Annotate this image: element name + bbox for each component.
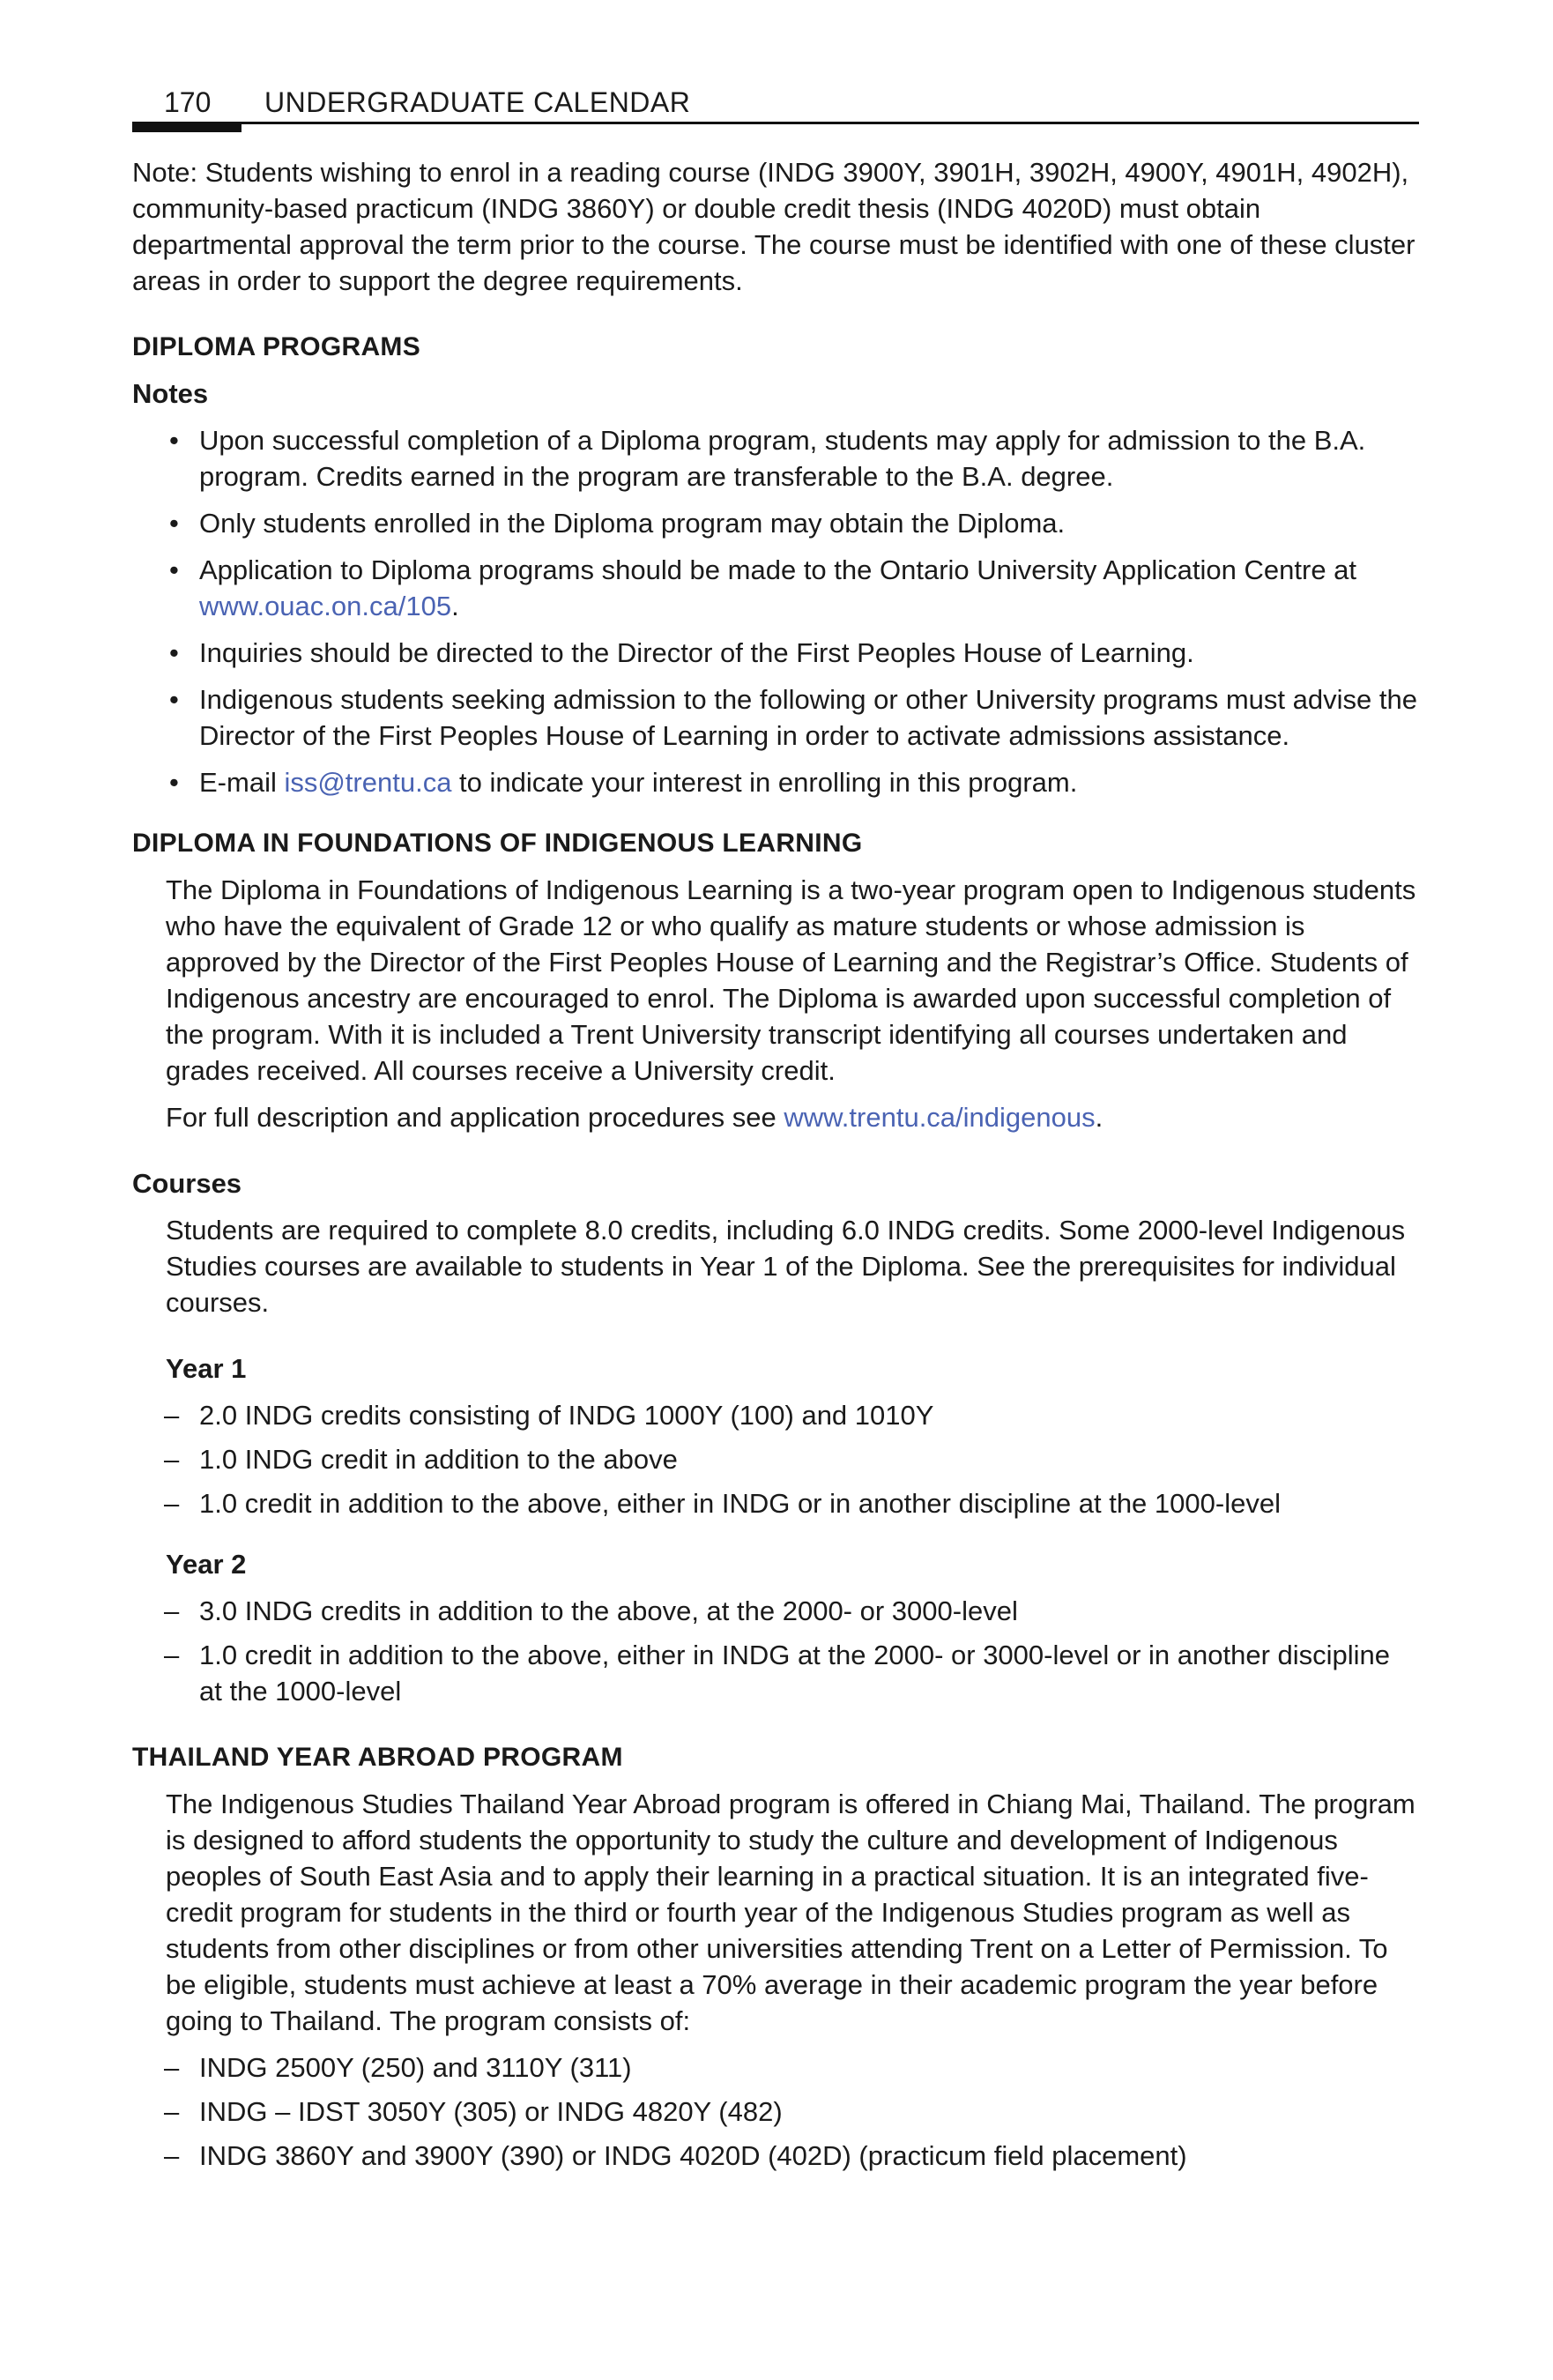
- year1-list: [132, 1397, 1419, 1521]
- dash-mark: –: [164, 1640, 180, 1670]
- list-item: [132, 681, 1419, 754]
- requirement-text: 1.0 credit in addition to the above, either in INDG at the 2000- or 3000-level or in another discipline at the 1000-level: [199, 1640, 1391, 1707]
- notes-list: [132, 422, 1419, 800]
- bullet-mark: •: [169, 554, 179, 585]
- program-item-text: INDG – IDST 3050Y (305) or INDG 4820Y (482): [199, 2096, 783, 2127]
- foundations-heading: DIPLOMA IN FOUNDATIONS OF INDIGENOUS LEARNING: [132, 829, 863, 858]
- foundations-description: The Diploma in Foundations of Indigenous Learning is a two-year program open to Indigenous students who have the equivalent of Grade 12 or who qualify as mature students or whose admission is approved by the Director of the First Peoples House of Learning and the Registrar’s Office. Students of Indigenous ancestry are encouraged to enrol. The Diploma is awarded upon successful completion of the program. With it is included a Trent University transcript identifying all courses undertaken and grades received. All courses receive a University credit.: [166, 874, 1416, 1086]
- notes-heading: Notes: [132, 378, 209, 409]
- list-item: [132, 422, 1419, 495]
- list-item: [132, 505, 1419, 541]
- note-text: Application to Diploma programs should be made to the Ontario University Application Centre at: [199, 554, 1357, 585]
- year1-heading: Year 1: [166, 1353, 247, 1384]
- dash-mark: –: [164, 2140, 180, 2171]
- page-number: 170: [164, 86, 212, 118]
- requirement-text: 3.0 INDG credits in addition to the above, at the 2000- or 3000-level: [199, 1595, 1018, 1626]
- dash-mark: –: [164, 1444, 180, 1475]
- running-title: UNDERGRADUATE CALENDAR: [264, 86, 691, 118]
- dash-mark: –: [164, 1488, 180, 1519]
- page-content: [132, 154, 1419, 2182]
- more-info-text: For full description and application procedures see: [166, 1102, 784, 1133]
- list-item: [132, 1441, 1419, 1477]
- intro-note: Note: Students wishing to enrol in a reading course (INDG 3900Y, 3901H, 3902H, 4900Y, 4901H, 4902H), community-based practicum (INDG 3860Y) or double credit thesis (INDG 4020D) must obtain departmental approval the term prior to the course. The course must be identified with one of these cluster areas in order to support the degree requirements.: [132, 157, 1416, 296]
- thailand-heading: THAILAND YEAR ABROAD PROGRAM: [132, 1743, 623, 1772]
- header-rule: [132, 122, 1419, 124]
- ouac-link[interactable]: www.ouac.on.ca/105: [199, 591, 452, 621]
- list-item: [132, 764, 1419, 800]
- thailand-list: [132, 2049, 1419, 2174]
- list-item: [132, 552, 1419, 624]
- note-text: Indigenous students seeking admission to the following or other University programs must advise the Director of the First Peoples House of Learning in order to activate admissions assistance.: [199, 684, 1417, 751]
- dash-mark: –: [164, 2096, 180, 2127]
- program-item-text: INDG 2500Y (250) and 3110Y (311): [199, 2052, 632, 2083]
- foundations-more-info: [166, 1099, 1419, 1135]
- dash-mark: –: [164, 1400, 180, 1431]
- thailand-description: The Indigenous Studies Thailand Year Abroad program is offered in Chiang Mai, Thailand. The program is designed to afford students the opportunity to study the culture and development of Indigenous peoples of South East Asia and to apply their learning in a practical situation. It is an integrated five-credit program for students in the third or fourth year of the Indigenous Studies program as well as students from other disciplines or from other universities attending Trent on a Letter of Permission. To be eligible, students must achieve at least a 70% average in their academic program the year before going to Thailand. The program consists of:: [166, 1789, 1416, 2036]
- diploma-programs-heading: DIPLOMA PROGRAMS: [132, 332, 421, 361]
- note-text: E-mail: [199, 767, 285, 798]
- list-item: [132, 635, 1419, 671]
- bullet-mark: •: [169, 637, 179, 668]
- list-item: [132, 2138, 1419, 2174]
- dash-mark: –: [164, 1595, 180, 1626]
- note-text: Upon successful completion of a Diploma program, students may apply for admission to the B.A. program. Credits earned in the program are transferable to the B.A. degree.: [199, 425, 1366, 492]
- list-item: [132, 1593, 1419, 1629]
- email-link[interactable]: iss@trentu.ca: [284, 767, 452, 798]
- list-item: [132, 1397, 1419, 1433]
- note-text: to indicate your interest in enrolling in this program.: [451, 767, 1078, 798]
- bullet-mark: •: [169, 508, 179, 539]
- note-text: Only students enrolled in the Diploma program may obtain the Diploma.: [199, 508, 1066, 539]
- page-header: [132, 79, 1419, 132]
- bullet-mark: •: [169, 684, 179, 715]
- list-item: [132, 2049, 1419, 2086]
- requirement-text: 2.0 INDG credits consisting of INDG 1000Y (100) and 1010Y: [199, 1400, 934, 1431]
- indigenous-link[interactable]: www.trentu.ca/indigenous: [784, 1102, 1096, 1133]
- dash-mark: –: [164, 2052, 180, 2083]
- more-info-text: .: [1095, 1102, 1103, 1133]
- requirement-text: 1.0 credit in addition to the above, either in INDG or in another discipline at the 1000-level: [199, 1488, 1281, 1519]
- list-item: [132, 2094, 1419, 2130]
- note-text: .: [451, 591, 459, 621]
- year2-heading: Year 2: [166, 1549, 247, 1580]
- courses-description: Students are required to complete 8.0 credits, including 6.0 INDG credits. Some 2000-level Indigenous Studies courses are available to students in Year 1 of the Diploma. See the prerequisites for individual courses.: [166, 1215, 1406, 1318]
- year2-list: [132, 1593, 1419, 1709]
- list-item: [132, 1637, 1419, 1709]
- program-item-text: INDG 3860Y and 3900Y (390) or INDG 4020D (402D) (practicum field placement): [199, 2140, 1187, 2171]
- list-item: [132, 1485, 1419, 1521]
- courses-heading: Courses: [132, 1168, 242, 1199]
- header-rule-block: [132, 122, 241, 132]
- bullet-mark: •: [169, 767, 179, 798]
- requirement-text: 1.0 INDG credit in addition to the above: [199, 1444, 678, 1475]
- bullet-mark: •: [169, 425, 179, 456]
- note-text: Inquiries should be directed to the Director of the First Peoples House of Learning.: [199, 637, 1194, 668]
